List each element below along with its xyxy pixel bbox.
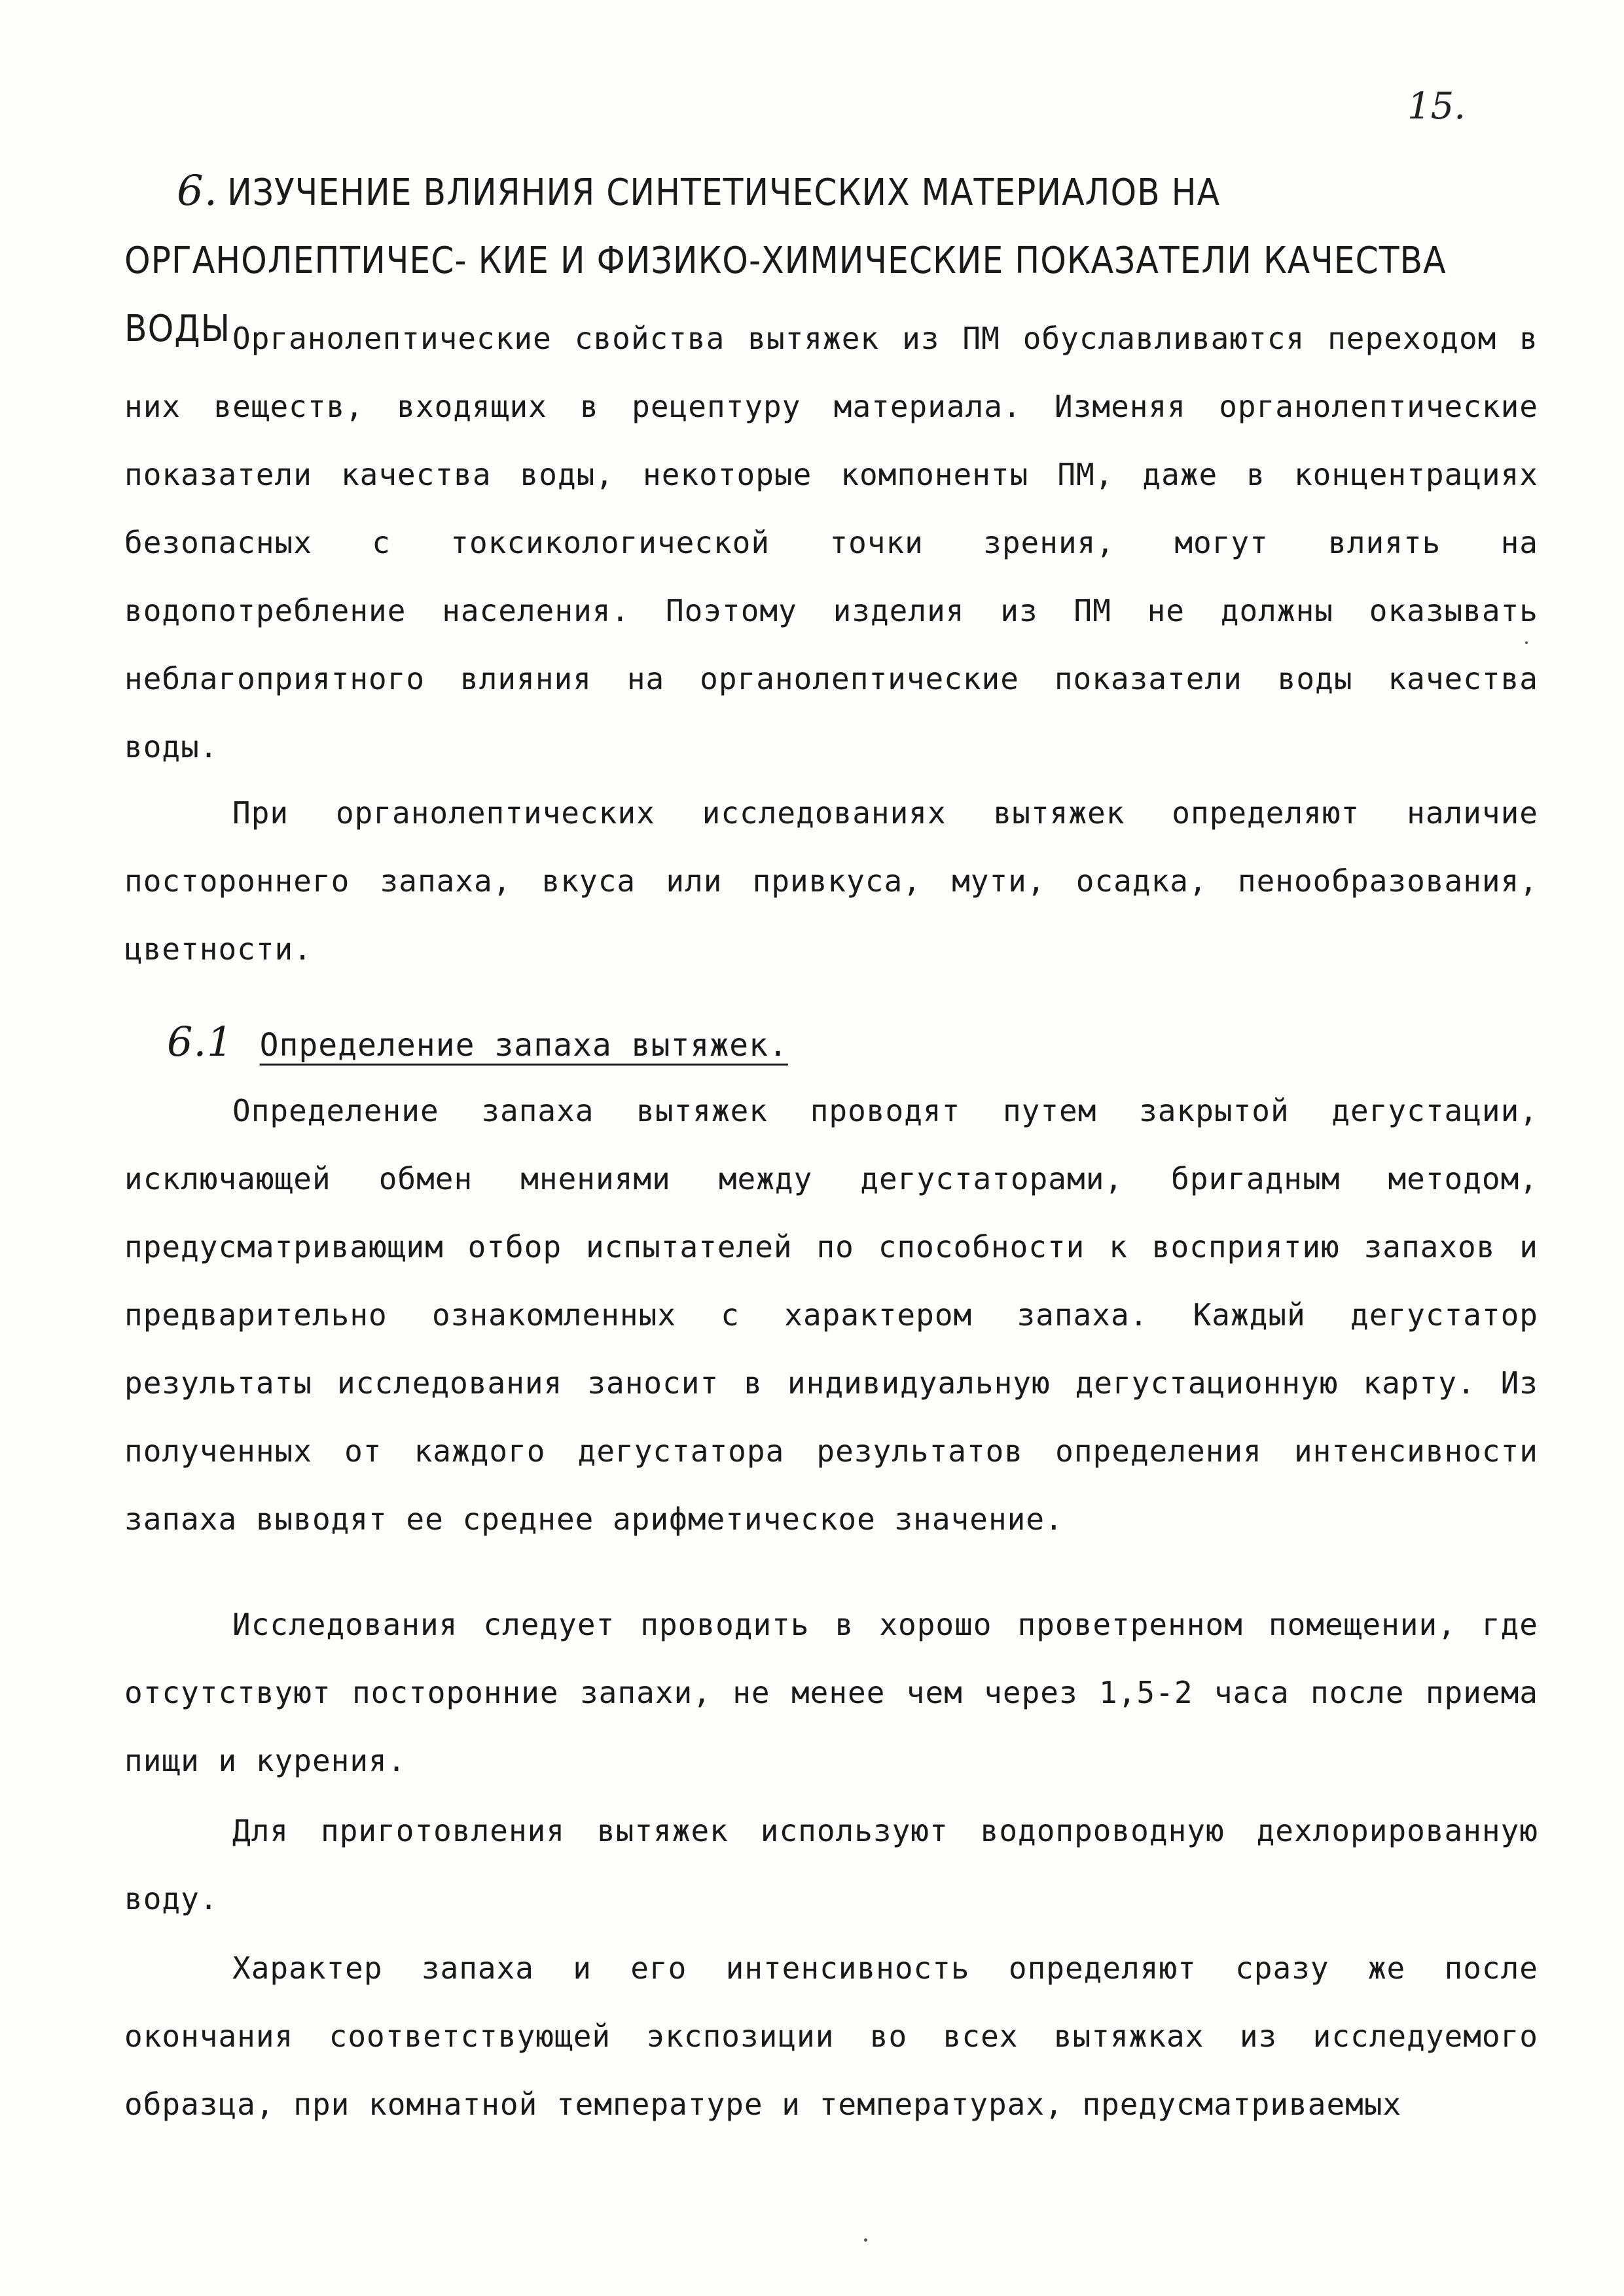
subsection-title: Определение запаха вытяжек.	[259, 1027, 788, 1064]
section-number: 6.	[177, 167, 219, 215]
paragraph-organoleptic-research: При органолептических исследованиях вытяжек определяют наличие постороннего запаха, вкуса или привкуса, мути, осадка, пенообразования, цветности.	[124, 795, 1538, 967]
paragraph-research-conditions: Исследования следует проводить в хорошо проветренном помещении, где отсутствуют посторонние запахи, не менее чем через 1,5-2 часа после приема пищи и курения.	[124, 1607, 1538, 1778]
paragraph-odor-intensity: Характер запаха и его интенсивность определяют сразу же после окончания соответствующей экспозиции во всех вытяжках из исследуемого образца, при комнатной температуре и температурах, предусматриваемых	[124, 1950, 1538, 2122]
subsection-heading	[167, 1008, 788, 1079]
paragraph-organoleptic-properties: Органолептические свойства вытяжек из ПМ обуславливаются переходом в них веществ, входящих в рецептуру материала. Изменяя органолептические показатели качества воды, некоторые компоненты ПМ, даже в концентрациях безопасных с токсикологической точки зрения, могут влиять на водопотребление населения. Поэтому изделия из ПМ не должны оказывать неблагоприятного влияния на органолептические показатели воды качества воды.	[124, 321, 1538, 764]
section-title: ИЗУЧЕНИЕ ВЛИЯНИЯ СИНТЕТИЧЕСКИХ МАТЕРИАЛОВ НА ОРГАНОЛЕПТИЧЕС- КИЕ И ФИЗИКО-ХИМИЧЕСКИЕ ПОКАЗАТЕЛИ КАЧЕСТВА ВОДЫ	[124, 171, 1447, 350]
scan-speck	[864, 2238, 867, 2242]
scan-speck	[1525, 641, 1528, 644]
paragraph-odor-determination: Определение запаха вытяжек проводят путем закрытой дегустации, исключающей обмен мнениями между дегустаторами, бригадным методом, предусматривающим отбор испытателей по способности к восприятию запахов и предварительно ознакомленных с характером запаха. Каждый дегустатор результаты исследования заносит в индивидуальную дегустационную карту. Из полученных от каждого дегустатора результатов определения интенсивности запаха выводят ее среднее арифметическое значение.	[124, 1093, 1538, 1537]
subsection-number: 6.1	[167, 1018, 234, 1066]
page-number: 15.	[1407, 85, 1466, 128]
paragraph-water-preparation: Для приготовления вытяжек используют водопроводную дехлорированную воду.	[124, 1813, 1538, 1916]
